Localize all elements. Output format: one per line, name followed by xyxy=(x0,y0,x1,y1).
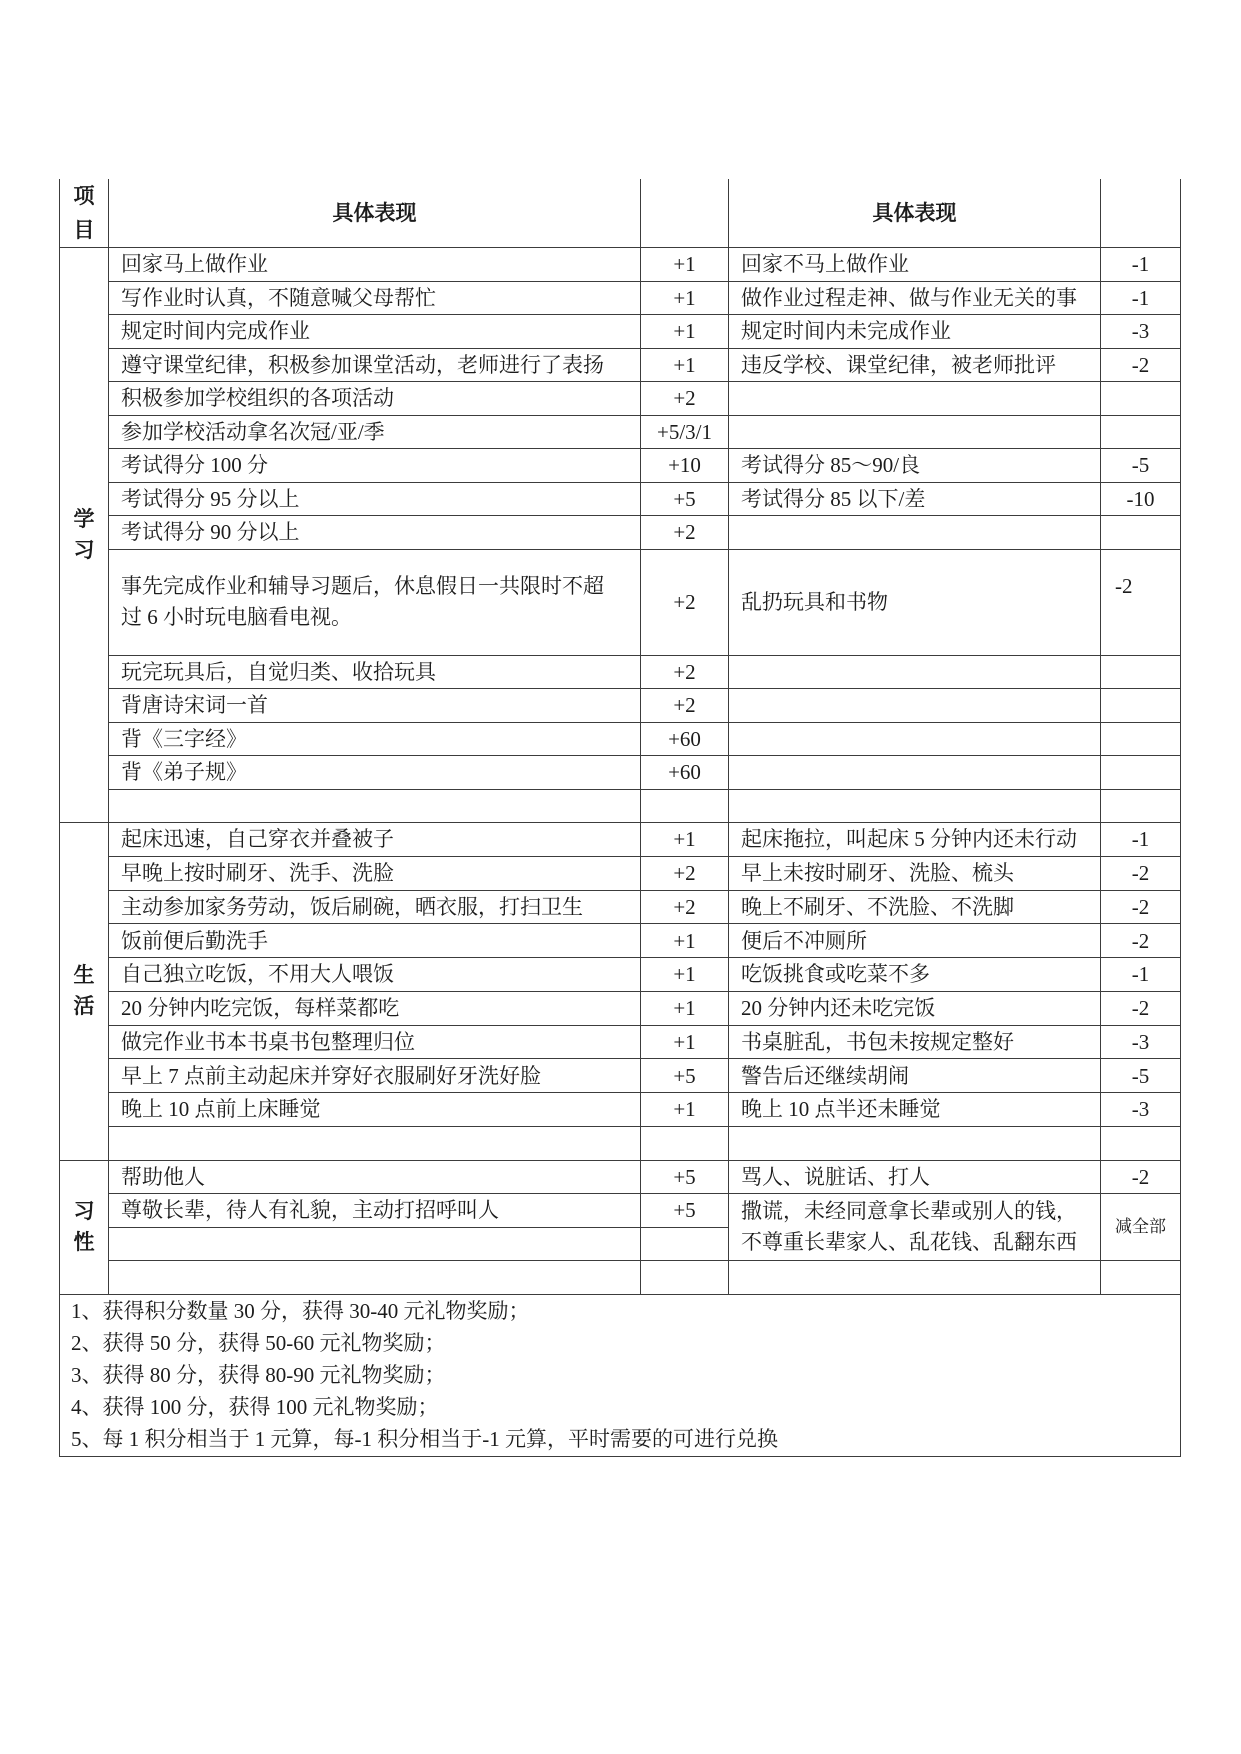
reward-item: 自己独立吃饭，不用大人喂饭 xyxy=(109,958,641,992)
reward-item: 考试得分 95 分以上 xyxy=(109,482,641,516)
header-right-title: 具体表现 xyxy=(729,179,1101,248)
reward-points: +1 xyxy=(641,281,729,315)
reward-item: 玩完玩具后，自觉归类、收拾玩具 xyxy=(109,655,641,689)
reward-item: 背《弟子规》 xyxy=(109,756,641,790)
penalty-item: 骂人、说脏话、打人 xyxy=(729,1160,1101,1194)
header-item-label: 项目 xyxy=(73,184,95,242)
reward-item: 早上 7 点前主动起床并穿好衣服刷好牙洗好脸 xyxy=(109,1059,641,1093)
penalty-item: 晚上 10 点半还未睡觉 xyxy=(729,1093,1101,1127)
penalty-item: 便后不冲厕所 xyxy=(729,924,1101,958)
penalty-points: -2 xyxy=(1101,890,1181,924)
table-row xyxy=(60,756,1181,790)
reward-points: +5 xyxy=(641,1059,729,1093)
empty-cell xyxy=(729,1126,1101,1160)
reward-points: +5 xyxy=(641,482,729,516)
empty-cell xyxy=(109,789,641,823)
reward-item: 回家马上做作业 xyxy=(109,248,641,282)
table-row xyxy=(60,1093,1181,1127)
reward-points: +10 xyxy=(641,449,729,483)
table-row xyxy=(60,415,1181,449)
penalty-points: -2 xyxy=(1101,924,1181,958)
penalty-points: -10 xyxy=(1101,482,1181,516)
header-left-title: 具体表现 xyxy=(109,179,641,248)
reward-points: +1 xyxy=(641,958,729,992)
table-row xyxy=(60,1160,1181,1194)
reward-points: +5/3/1 xyxy=(641,415,729,449)
empty-cell xyxy=(1101,382,1181,416)
penalty-points: 减全部 xyxy=(1101,1194,1181,1261)
table-row xyxy=(60,689,1181,723)
empty-cell xyxy=(1101,756,1181,790)
empty-cell xyxy=(1101,1126,1181,1160)
penalty-item: 吃饭挑食或吃菜不多 xyxy=(729,958,1101,992)
reward-item: 积极参加学校组织的各项活动 xyxy=(109,382,641,416)
reward-item: 起床迅速，自己穿衣并叠被子 xyxy=(109,823,641,857)
reward-item: 背《三字经》 xyxy=(109,722,641,756)
table-row xyxy=(60,1025,1181,1059)
empty-cell xyxy=(1101,655,1181,689)
penalty-item-line: 不尊重长辈家人、乱花钱、乱翻东西 xyxy=(741,1230,1077,1254)
table-row xyxy=(60,655,1181,689)
table-row xyxy=(60,482,1181,516)
notes-cell xyxy=(60,1294,1181,1456)
empty-cell xyxy=(729,516,1101,550)
table-row-empty xyxy=(60,1126,1181,1160)
empty-cell xyxy=(729,1261,1101,1295)
reward-item: 20 分钟内吃完饭，每样菜都吃 xyxy=(109,991,641,1025)
notes-row xyxy=(60,1294,1181,1456)
penalty-item: 考试得分 85 以下/差 xyxy=(729,482,1101,516)
empty-cell xyxy=(641,1261,729,1295)
penalty-item: 违反学校、课堂纪律，被老师批评 xyxy=(729,348,1101,382)
reward-points: +1 xyxy=(641,248,729,282)
empty-cell xyxy=(729,756,1101,790)
reward-item: 考试得分 90 分以上 xyxy=(109,516,641,550)
note-line: 2、获得 50 分，获得 50-60 元礼物奖励； xyxy=(71,1330,446,1355)
empty-cell xyxy=(109,1227,641,1261)
penalty-points: -2 xyxy=(1101,1160,1181,1194)
reward-points: +2 xyxy=(641,516,729,550)
table-row xyxy=(60,281,1181,315)
penalty-item: 做作业过程走神、做与作业无关的事 xyxy=(729,281,1101,315)
section-label-text: 习性 xyxy=(73,1199,95,1254)
empty-cell xyxy=(1101,689,1181,723)
empty-cell xyxy=(729,689,1101,723)
reward-points: +5 xyxy=(641,1194,729,1228)
reward-points: +2 xyxy=(641,382,729,416)
penalty-item-line: 撒谎，未经同意拿长辈或别人的钱， xyxy=(741,1199,1077,1223)
reward-points: +2 xyxy=(641,856,729,890)
penalty-item: 考试得分 85～90/良 xyxy=(729,449,1101,483)
empty-cell xyxy=(729,382,1101,416)
table-row xyxy=(60,248,1181,282)
reward-points: +2 xyxy=(641,890,729,924)
reward-points: +1 xyxy=(641,823,729,857)
reward-points: +2 xyxy=(641,549,729,655)
reward-item: 背唐诗宋词一首 xyxy=(109,689,641,723)
reward-item: 写作业时认真，不随意喊父母帮忙 xyxy=(109,281,641,315)
reward-item xyxy=(109,549,641,655)
reward-item: 遵守课堂纪律，积极参加课堂活动，老师进行了表扬 xyxy=(109,348,641,382)
reward-points: +60 xyxy=(641,722,729,756)
reward-item: 做完作业书本书桌书包整理归位 xyxy=(109,1025,641,1059)
reward-item: 参加学校活动拿名次冠/亚/季 xyxy=(109,415,641,449)
table-row xyxy=(60,722,1181,756)
penalty-points: -1 xyxy=(1101,958,1181,992)
reward-item-line: 过 6 小时玩电脑看电视。 xyxy=(121,605,352,629)
table-row-empty xyxy=(60,789,1181,823)
reward-item: 规定时间内完成作业 xyxy=(109,315,641,349)
penalty-item: 书桌脏乱，书包未按规定整好 xyxy=(729,1025,1101,1059)
empty-cell xyxy=(729,722,1101,756)
empty-cell xyxy=(1101,722,1181,756)
table-row xyxy=(60,991,1181,1025)
reward-points: +1 xyxy=(641,1025,729,1059)
penalty-points: -5 xyxy=(1101,1059,1181,1093)
penalty-item: 回家不马上做作业 xyxy=(729,248,1101,282)
empty-cell xyxy=(109,1126,641,1160)
reward-points: +1 xyxy=(641,924,729,958)
penalty-points: -2 xyxy=(1101,856,1181,890)
penalty-points: -1 xyxy=(1101,823,1181,857)
table-row xyxy=(60,315,1181,349)
empty-cell xyxy=(641,1227,729,1261)
reward-points: +1 xyxy=(641,991,729,1025)
penalty-item: 20 分钟内还未吃完饭 xyxy=(729,991,1101,1025)
table-row xyxy=(60,823,1181,857)
penalty-item: 起床拖拉，叫起床 5 分钟内还未行动 xyxy=(729,823,1101,857)
penalty-points: -2 xyxy=(1101,991,1181,1025)
note-line: 5、每 1 积分相当于 1 元算，每-1 积分相当于-1 元算，平时需要的可进行兑换 xyxy=(71,1426,778,1451)
reward-points: +5 xyxy=(641,1160,729,1194)
reward-points: +2 xyxy=(641,655,729,689)
penalty-item xyxy=(729,1194,1101,1261)
penalty-points: -2 xyxy=(1101,549,1181,655)
penalty-item: 警告后还继续胡闹 xyxy=(729,1059,1101,1093)
penalty-points: -5 xyxy=(1101,449,1181,483)
penalty-points: -3 xyxy=(1101,315,1181,349)
penalty-points: -1 xyxy=(1101,248,1181,282)
reward-item: 考试得分 100 分 xyxy=(109,449,641,483)
penalty-points: -2 xyxy=(1101,348,1181,382)
reward-item-line: 事先完成作业和辅导习题后，休息假日一共限时不超 xyxy=(121,574,604,598)
penalty-item: 早上未按时刷牙、洗脸、梳头 xyxy=(729,856,1101,890)
table-row xyxy=(60,382,1181,416)
section-label-text: 生活 xyxy=(73,963,95,1019)
table-row xyxy=(60,856,1181,890)
note-line: 1、获得积分数量 30 分，获得 30-40 元礼物奖励； xyxy=(71,1298,530,1323)
reward-points: +1 xyxy=(641,1093,729,1127)
reward-item: 帮助他人 xyxy=(109,1160,641,1194)
reward-points: +1 xyxy=(641,348,729,382)
header-right-score-cell xyxy=(1101,179,1181,248)
reward-item: 尊敬长辈，待人有礼貌，主动打招呼叫人 xyxy=(109,1194,641,1228)
penalty-points: -3 xyxy=(1101,1093,1181,1127)
penalty-item: 乱扔玩具和书物 xyxy=(729,549,1101,655)
section-label-habits xyxy=(60,1160,109,1294)
empty-cell xyxy=(1101,516,1181,550)
reward-item: 晚上 10 点前上床睡觉 xyxy=(109,1093,641,1127)
section-label-life xyxy=(60,823,109,1161)
table-row xyxy=(60,449,1181,483)
penalty-item: 晚上不刷牙、不洗脸、不洗脚 xyxy=(729,890,1101,924)
reward-points: +1 xyxy=(641,315,729,349)
reward-points: +60 xyxy=(641,756,729,790)
empty-cell xyxy=(109,1261,641,1295)
table-row xyxy=(60,958,1181,992)
table-header-row xyxy=(60,179,1181,248)
table-row xyxy=(60,348,1181,382)
empty-cell xyxy=(641,789,729,823)
table-row xyxy=(60,549,1181,655)
penalty-points: -3 xyxy=(1101,1025,1181,1059)
header-left-score-cell xyxy=(641,179,729,248)
penalty-points: -1 xyxy=(1101,281,1181,315)
empty-cell xyxy=(729,655,1101,689)
empty-cell xyxy=(729,415,1101,449)
table-row xyxy=(60,1194,1181,1228)
note-line: 4、获得 100 分，获得 100 元礼物奖励； xyxy=(71,1394,439,1419)
empty-cell xyxy=(1101,415,1181,449)
reward-item: 早晚上按时刷牙、洗手、洗脸 xyxy=(109,856,641,890)
header-item-cell xyxy=(60,179,109,248)
table-row-empty xyxy=(60,1261,1181,1295)
table-row xyxy=(60,924,1181,958)
empty-cell xyxy=(1101,1261,1181,1295)
empty-cell xyxy=(641,1126,729,1160)
reward-item: 饭前便后勤洗手 xyxy=(109,924,641,958)
reward-points: +2 xyxy=(641,689,729,723)
table-row xyxy=(60,890,1181,924)
table-row xyxy=(60,1059,1181,1093)
points-table xyxy=(59,179,1181,1457)
note-line: 3、获得 80 分，获得 80-90 元礼物奖励； xyxy=(71,1362,446,1387)
empty-cell xyxy=(1101,789,1181,823)
empty-cell xyxy=(729,789,1101,823)
section-label-text: 学习 xyxy=(73,507,95,562)
table-row xyxy=(60,516,1181,550)
section-label-study xyxy=(60,248,109,823)
penalty-item: 规定时间内未完成作业 xyxy=(729,315,1101,349)
reward-item: 主动参加家务劳动，饭后刷碗，晒衣服，打扫卫生 xyxy=(109,890,641,924)
